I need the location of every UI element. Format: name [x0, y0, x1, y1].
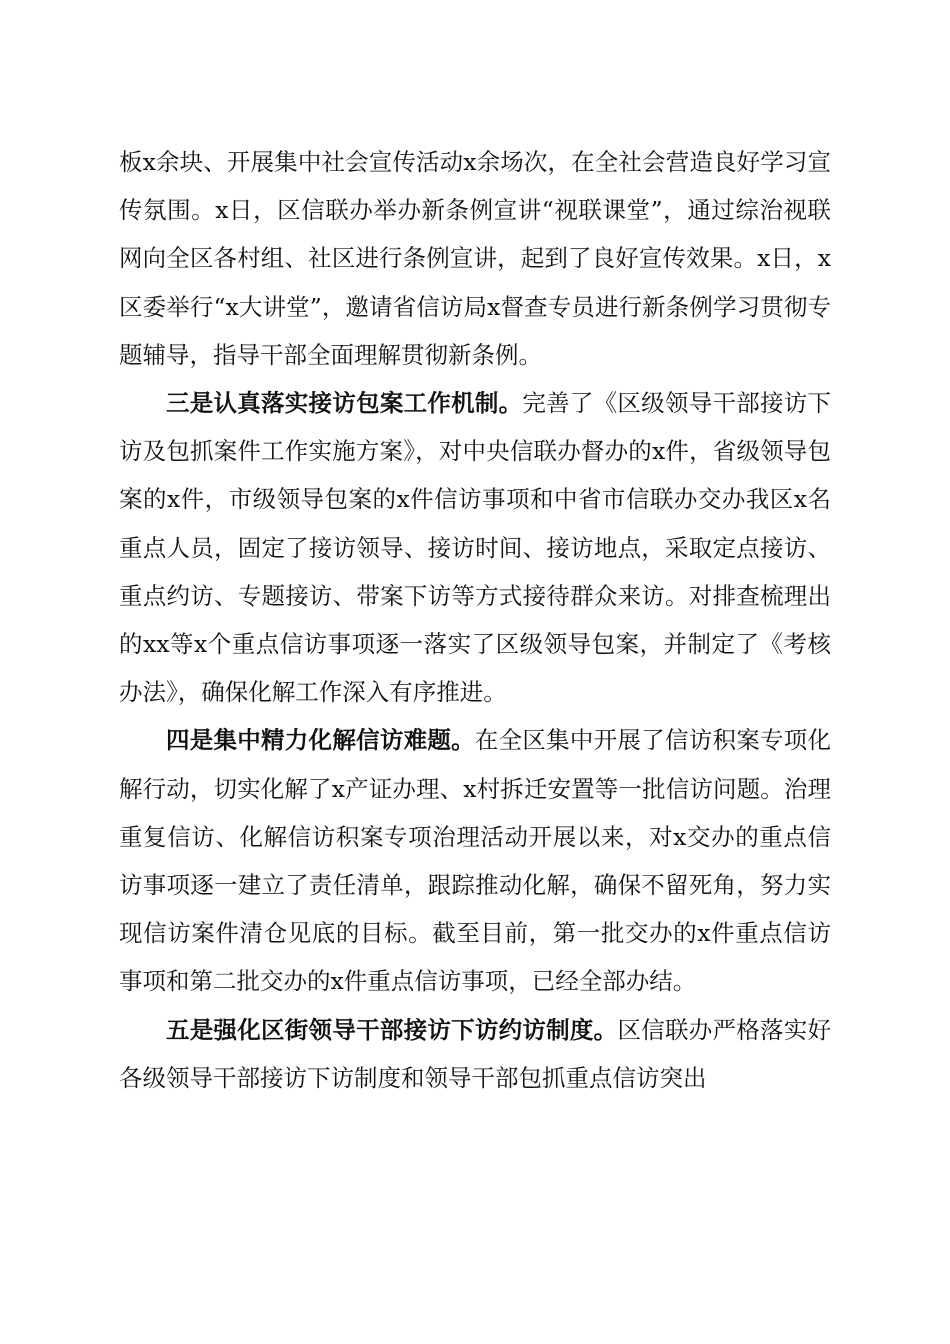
paragraph-continuation [119, 138, 831, 379]
paragraph-text: 在全区集中开展了信访积案专项化解行动，切实化解了x产证办理、x村拆迁安置等一批信访问题。治理重复信访、化解信访积案专项治理活动开展以来，对x交办的重点信访事项逐一建立了责任清单，跟踪推动化解，确保不留死角，努力实现信访案件清仓见底的目标。截至目前，第一批交办的x件重点信访事项和第二批交办的x件重点信访事项，已经全部办结。 [119, 726, 832, 996]
paragraph-heading: 四是集中精力化解信访难题。 [166, 726, 475, 755]
paragraph-item-3 [119, 379, 831, 716]
paragraph-text: 区信联办严格落实好各级领导干部接访下访制度和领导干部包抓重点信访突出 [119, 1015, 832, 1092]
document-page [119, 138, 831, 1102]
paragraph-text: 完善了《区级领导干部接访下访及包抓案件工作实施方案》，对中央信联办督办的x件，省级领导包案的x件，市级领导包案的x件信访事项和中省市信联办交办我区x名重点人员，固定了接访领导、接访时间、接访地点，采取定点接访、重点约访、专题接访、带案下访等方式接待群众来访。对排查梳理出的xx等x个重点信访事项逐一落实了区级领导包案，并制定了《考核办法》，确保化解工作深入有序推进。 [119, 389, 832, 707]
paragraph-item-5 [119, 1006, 831, 1102]
paragraph-text: 板x余块、开展集中社会宣传活动x余场次，在全社会营造良好学习宣传氛围。x日，区信联办举办新条例宣讲“视联课堂”，通过综治视联网向全区各村组、社区进行条例宣讲，起到了良好宣传效果。x日，x区委举行“x大讲堂”，邀请省信访局x督查专员进行新条例学习贯彻专题辅导，指导干部全面理解贯彻新条例。 [119, 148, 831, 369]
paragraph-heading: 五是强化区街领导干部接访下访约访制度。 [166, 1015, 618, 1044]
paragraph-item-4 [119, 716, 831, 1005]
paragraph-heading: 三是认真落实接访包案工作机制。 [166, 389, 523, 418]
